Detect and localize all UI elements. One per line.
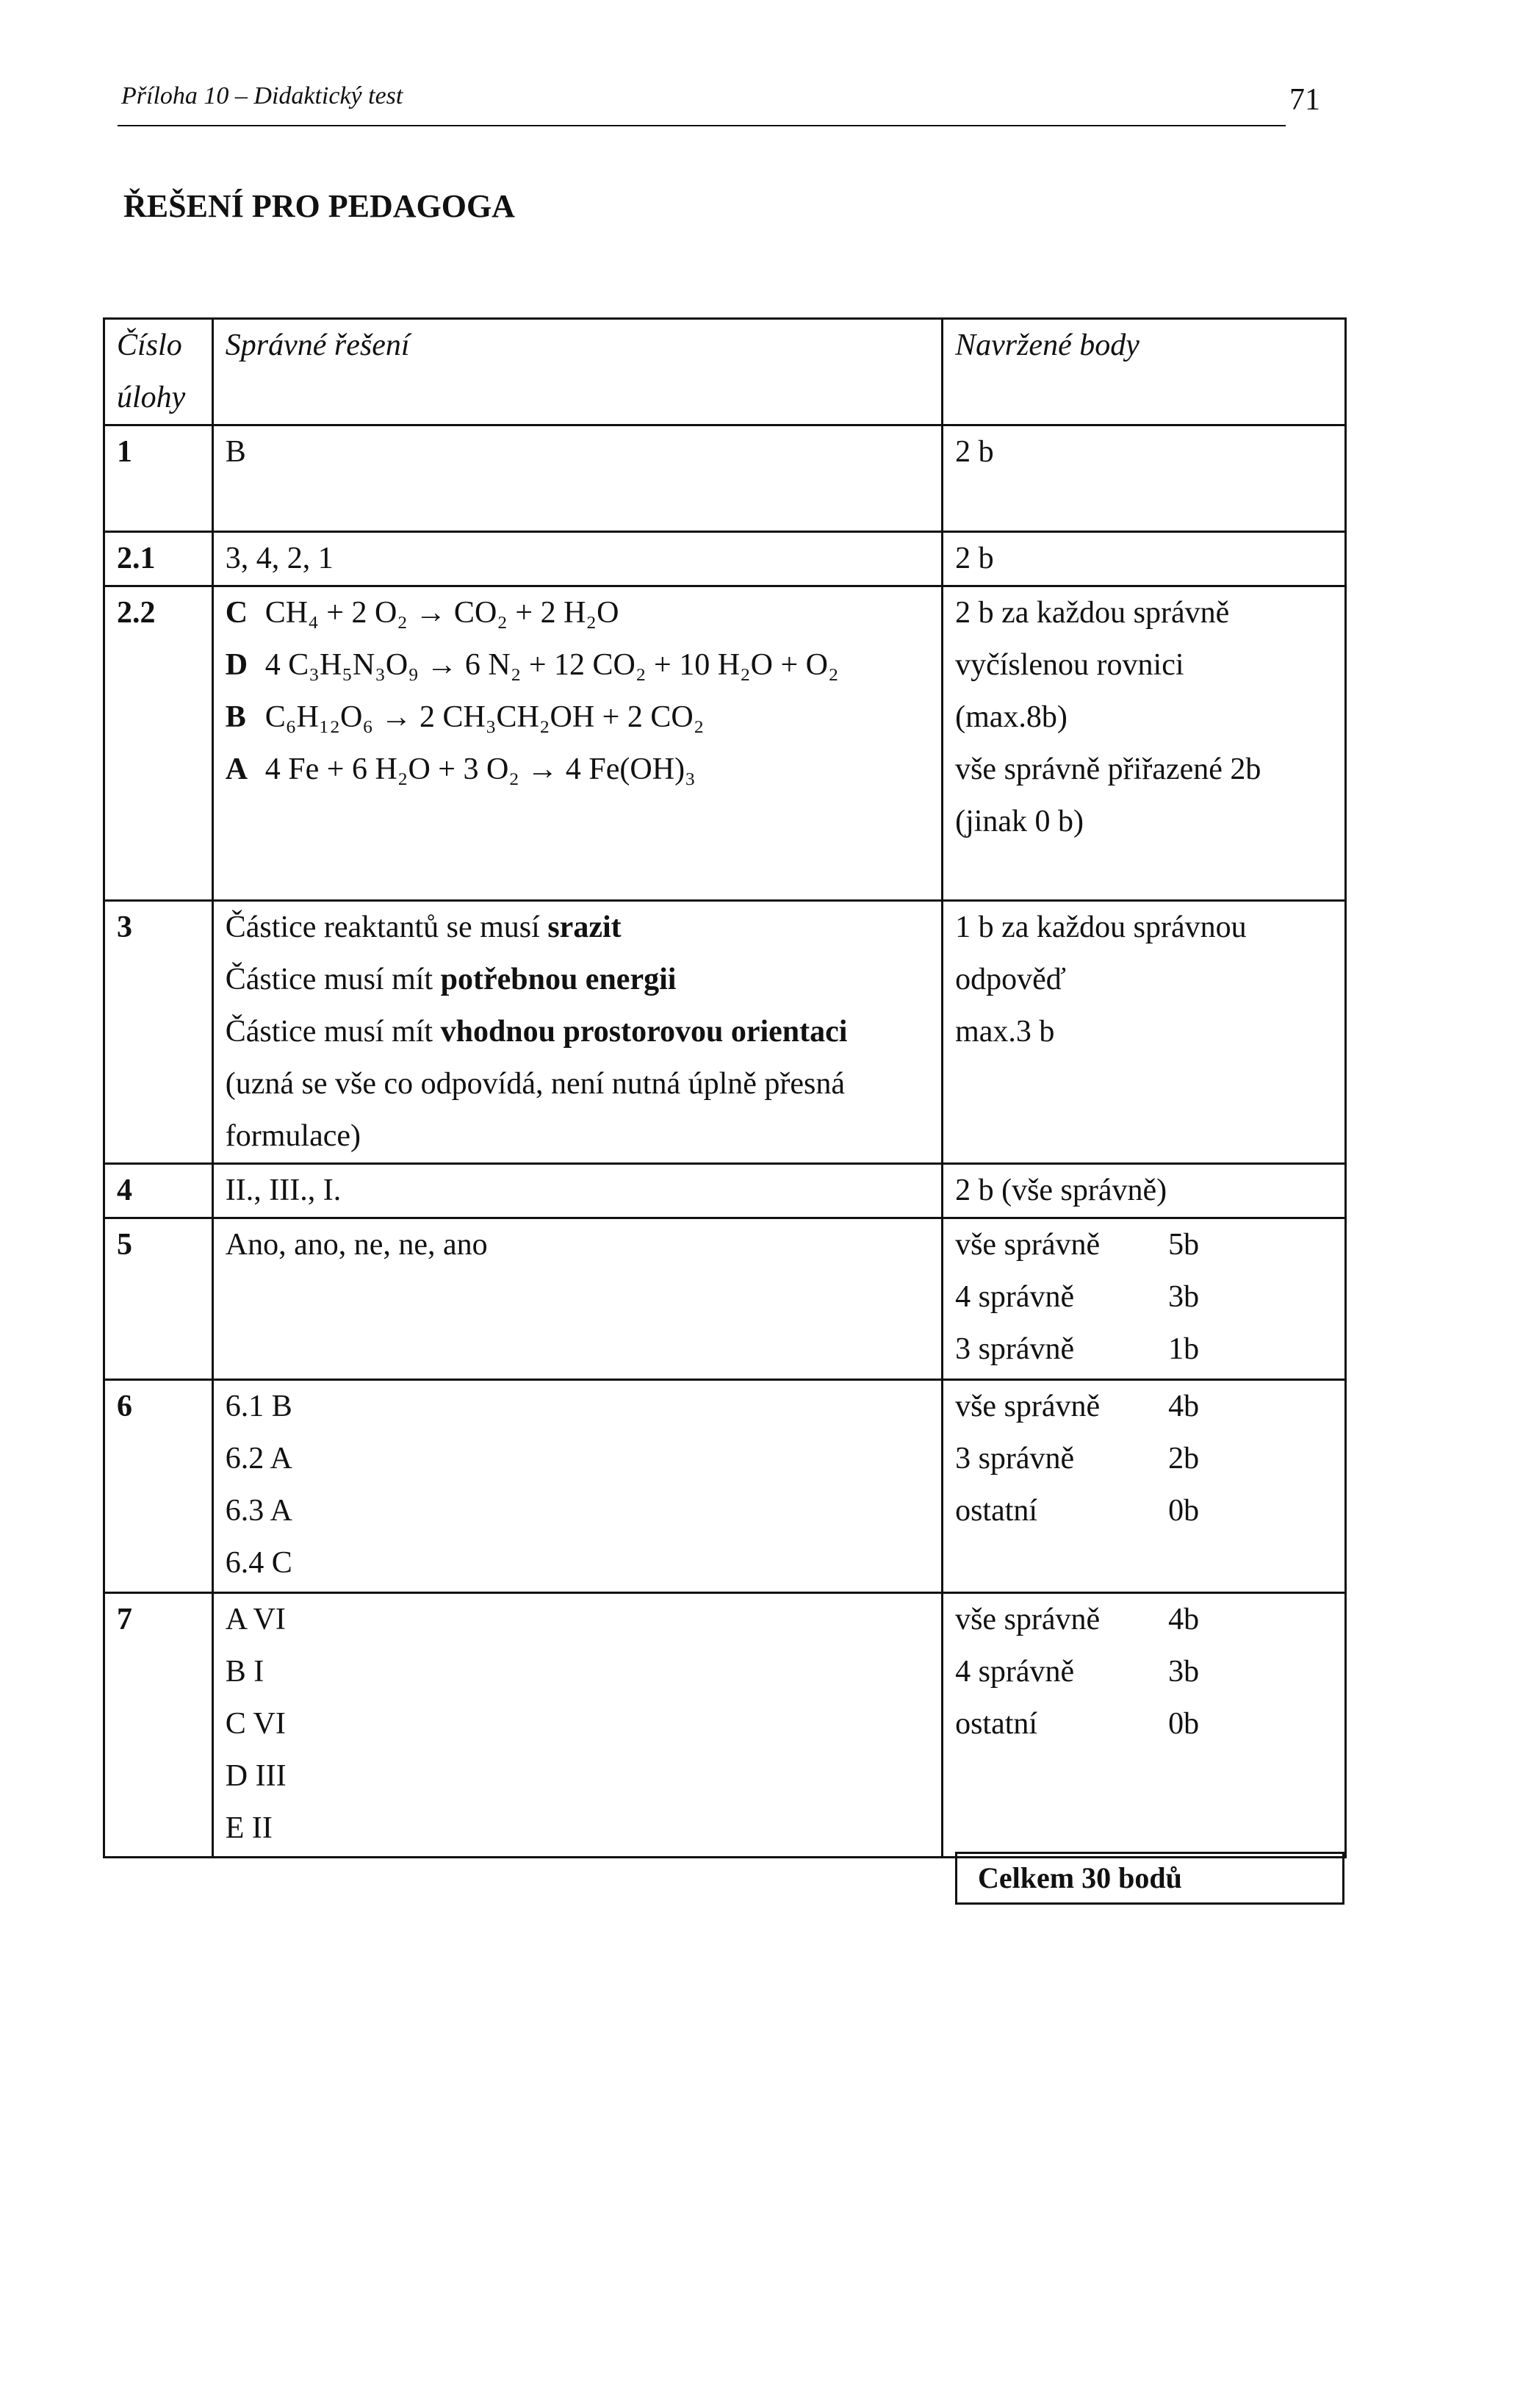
- equation-letter: D: [225, 648, 248, 682]
- scoring-line: [955, 1433, 1333, 1485]
- answer: II., III., I.: [212, 1164, 942, 1218]
- task-number: 2.1: [104, 532, 213, 586]
- points-line: vyčíslenou rovnici: [955, 648, 1184, 682]
- answer: Ano, ano, ne, ne, ano: [212, 1218, 942, 1380]
- points: 2 b: [943, 425, 1346, 532]
- scoring-line: [955, 1485, 1333, 1537]
- scoring-label: vše správně: [955, 1603, 1101, 1636]
- solutions-table: [103, 317, 1347, 1858]
- answer: [212, 1380, 942, 1593]
- table-row: [104, 1380, 1346, 1593]
- scoring-line: [955, 1323, 1333, 1376]
- header-label: úlohy: [117, 381, 186, 414]
- scoring-value: 3b: [1168, 1280, 1200, 1314]
- page-header-title: Příloha 10 – Didaktický test: [121, 82, 403, 109]
- points-line: (jinak 0 b): [955, 805, 1084, 838]
- points-line: vše správně přiřazené 2b: [955, 752, 1261, 786]
- task-number: 6: [104, 1380, 213, 1593]
- equation-line: [226, 744, 929, 796]
- answer-keyword: potřebnou energii: [440, 963, 677, 996]
- scoring-value: 2b: [1168, 1442, 1200, 1476]
- answer-line: A VI: [225, 1603, 286, 1636]
- table-row: [104, 901, 1346, 1164]
- answer-line: E II: [225, 1811, 273, 1845]
- scoring-line: [955, 1381, 1333, 1433]
- scoring-line: [955, 1594, 1333, 1646]
- answer-line: 6.3 A: [225, 1494, 292, 1528]
- scoring-line: [955, 1646, 1333, 1698]
- answer-text: Částice musí mít: [225, 963, 441, 996]
- scoring: [943, 1218, 1346, 1380]
- scoring-value: 0b: [1168, 1707, 1200, 1741]
- points: [943, 586, 1346, 901]
- table-row: [104, 1593, 1346, 1858]
- scoring-value: 0b: [1168, 1494, 1200, 1528]
- answer-line: 6.1 B: [225, 1390, 292, 1423]
- answer-keyword: srazit: [547, 910, 622, 944]
- scoring-label: ostatní: [955, 1707, 1038, 1741]
- points-line: max.3 b: [955, 1015, 1055, 1049]
- equation-line: [226, 587, 929, 639]
- scoring-label: vše správně: [955, 1228, 1101, 1262]
- task-number: 2.2: [104, 586, 213, 901]
- header-label: Číslo: [117, 328, 182, 362]
- equation-line: [226, 639, 929, 691]
- scoring-label: 4 správně: [955, 1655, 1075, 1689]
- answer-line: [226, 1006, 929, 1058]
- scoring-label: vše správně: [955, 1390, 1101, 1423]
- task-number: 1: [104, 425, 213, 532]
- answer-note: (uzná se vše co odpovídá, není nutná úplně přesná: [225, 1067, 846, 1101]
- equation-text: 4 C₃H₅N₃O₉ → 6 N₂ + 12 CO₂ + 10 H₂O + O₂: [264, 648, 839, 682]
- header-cell-proposed-points: [943, 319, 1346, 425]
- scoring-label: 3 správně: [955, 1442, 1075, 1476]
- scoring-label: ostatní: [955, 1494, 1038, 1528]
- scoring-label: 4 správně: [955, 1280, 1075, 1314]
- scoring-value: 4b: [1168, 1390, 1200, 1423]
- table-row: [104, 1218, 1346, 1380]
- page-number: 71: [1289, 83, 1320, 117]
- answer: [212, 901, 942, 1164]
- points: 2 b (vše správně): [943, 1164, 1346, 1218]
- answer-line: 6.4 C: [225, 1546, 292, 1580]
- scoring-value: 5b: [1168, 1228, 1200, 1262]
- answer-line: 6.2 A: [225, 1442, 292, 1476]
- scoring-line: [955, 1271, 1333, 1323]
- equation-letter: A: [225, 752, 248, 786]
- answer-text: Částice reaktantů se musí: [225, 910, 548, 944]
- answer: B: [212, 425, 942, 532]
- table-row: [104, 1164, 1346, 1218]
- points: [943, 901, 1346, 1164]
- header-label: Navržené body: [955, 328, 1139, 362]
- answer-line: [226, 954, 929, 1006]
- equation-text: 4 Fe + 6 H₂O + 3 O₂ → 4 Fe(OH)₃: [264, 752, 696, 786]
- total-points-box: Celkem 30 bodů: [955, 1852, 1344, 1905]
- scoring: [943, 1593, 1346, 1858]
- answer-note: formulace): [225, 1119, 361, 1153]
- task-number: 5: [104, 1218, 213, 1380]
- equation-letter: B: [225, 700, 246, 734]
- points-line: odpověď: [955, 963, 1066, 996]
- task-number: 4: [104, 1164, 213, 1218]
- points: 2 b: [943, 532, 1346, 586]
- answer-line: D III: [225, 1759, 287, 1793]
- header-divider: [118, 125, 1286, 126]
- scoring-value: 1b: [1168, 1332, 1200, 1366]
- table-row: [104, 532, 1346, 586]
- answer-keyword: vhodnou prostorovou orientaci: [440, 1015, 848, 1049]
- task-number: 7: [104, 1593, 213, 1858]
- task-number: 3: [104, 901, 213, 1164]
- equation-line: [226, 691, 929, 744]
- equation-text: C₆H₁₂O₆ → 2 CH₃CH₂OH + 2 CO₂: [264, 700, 705, 734]
- answer: [212, 1593, 942, 1858]
- points-line: 1 b za každou správnou: [955, 910, 1247, 944]
- points-line: (max.8b): [955, 700, 1067, 734]
- answer-equations: [212, 586, 942, 901]
- points-line: 2 b za každou správně: [955, 596, 1230, 630]
- scoring-line: [955, 1219, 1333, 1271]
- scoring-label: 3 správně: [955, 1332, 1075, 1366]
- header-label: Správné řešení: [225, 328, 410, 362]
- table-row: [104, 586, 1346, 901]
- header-cell-correct-solution: [212, 319, 942, 425]
- section-title: ŘEŠENÍ PRO PEDAGOGA: [123, 188, 515, 224]
- scoring-line: [955, 1698, 1333, 1750]
- answer: 3, 4, 2, 1: [212, 532, 942, 586]
- scoring-value: 4b: [1168, 1603, 1200, 1636]
- equation-text: CH₄ + 2 O₂ → CO₂ + 2 H₂O: [264, 596, 619, 630]
- answer-line: C VI: [225, 1707, 286, 1741]
- answer-text: Částice musí mít: [225, 1015, 441, 1049]
- answer-line: [226, 902, 929, 954]
- header-cell-task-number: [104, 319, 213, 425]
- table-row: [104, 425, 1346, 532]
- scoring-value: 3b: [1168, 1655, 1200, 1689]
- answer-line: B I: [225, 1655, 264, 1689]
- scoring: [943, 1380, 1346, 1593]
- equation-letter: C: [225, 596, 248, 630]
- table-header-row: [104, 319, 1346, 425]
